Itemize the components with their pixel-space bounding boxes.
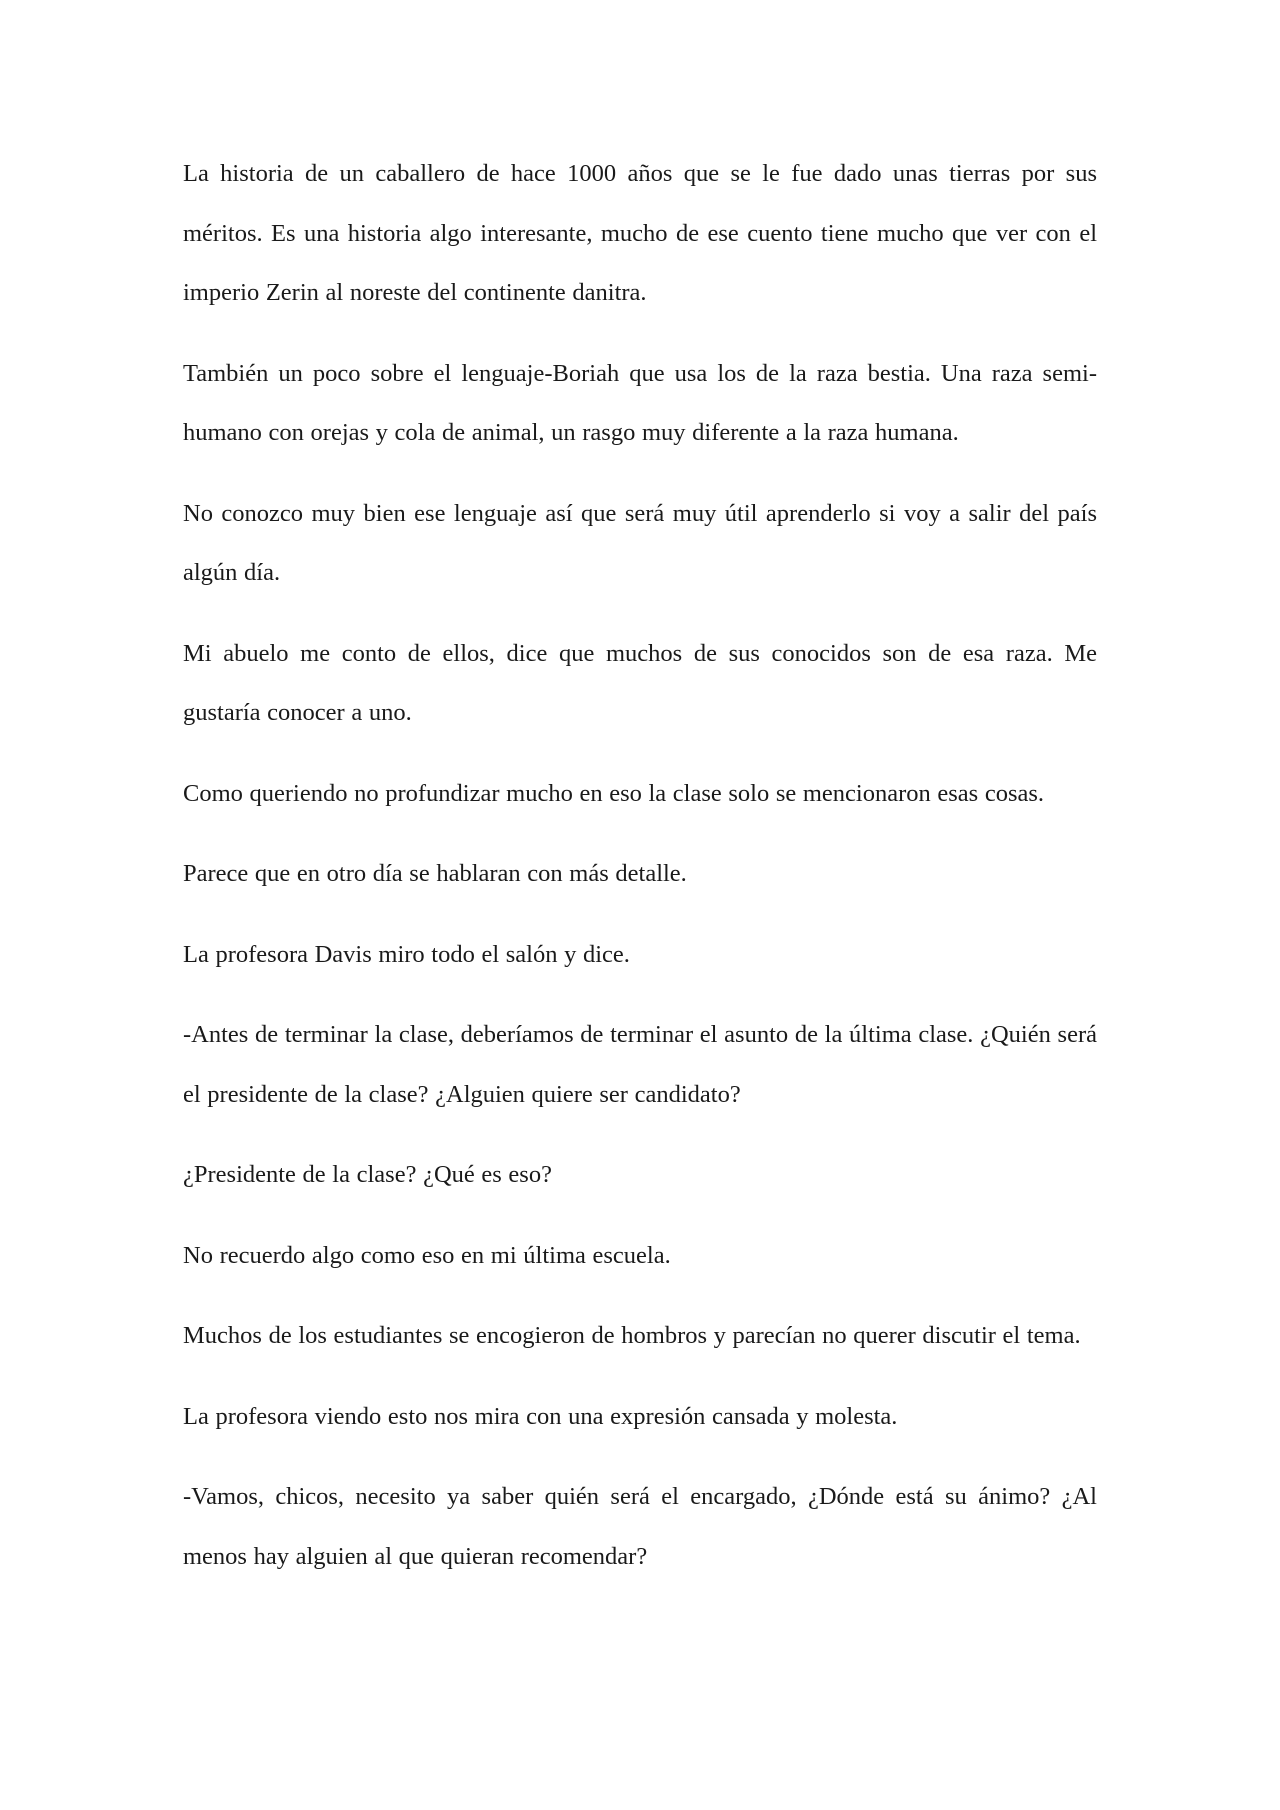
paragraph-estudiantes-hombros: Muchos de los estudiantes se encogieron de hombros y parecían no querer discutir el tema. bbox=[183, 1322, 1081, 1349]
paragraph-otro-dia: Parece que en otro día se hablaran con más detalle. bbox=[183, 860, 687, 887]
paragraph-vamos-chicos: -Vamos, chicos, necesito ya saber quién será el encargado, ¿Dónde está su ánimo? ¿Al menos hay alguien al que quieran recomendar? bbox=[183, 1483, 1097, 1570]
paragraph-ultima-escuela: No recuerdo algo como eso en mi última escuela. bbox=[183, 1241, 671, 1269]
paragraph-profesora-davis: La profesora Davis miro todo el salón y dice. bbox=[183, 940, 630, 968]
paragraph-expresion-cansada: La profesora viendo esto nos mira con una expresión cansada y molesta. bbox=[183, 1402, 898, 1430]
paragraph-abuelo: Mi abuelo me conto de ellos, dice que muchos de sus conocidos son de esa raza. Me gustaría conocer a uno. bbox=[183, 639, 1097, 726]
paragraph-presidente-pregunta: -Antes de terminar la clase, deberíamos de terminar el asunto de la última clase. ¿Quién será el presidente de la clase? ¿Alguien quiere ser candidato? bbox=[183, 1021, 1097, 1108]
paragraph-profundizar: Como queriendo no profundizar mucho en eso la clase solo se mencionaron esas cosas. bbox=[183, 779, 1045, 807]
paragraph-lenguaje-boriah: También un poco sobre el lenguaje-Boriah que usa los de la raza bestia. Una raza semi-humano con orejas y cola de animal, un rasgo muy diferente a la raza humana. bbox=[183, 359, 1097, 446]
paragraph-que-es-eso: ¿Presidente de la clase? ¿Qué es eso? bbox=[183, 1161, 552, 1188]
document-body bbox=[183, 144, 1097, 1607]
paragraph-conozco-lenguaje: No conozco muy bien ese lenguaje así que será muy útil aprenderlo si voy a salir del país algún día. bbox=[183, 499, 1097, 586]
paragraph-caballero-historia: La historia de un caballero de hace 1000 años que se le fue dado unas tierras por sus méritos. Es una historia algo interesante, mucho de ese cuento tiene mucho que ver con el imperio Zerin al noreste del continente danitra. bbox=[183, 160, 1097, 306]
